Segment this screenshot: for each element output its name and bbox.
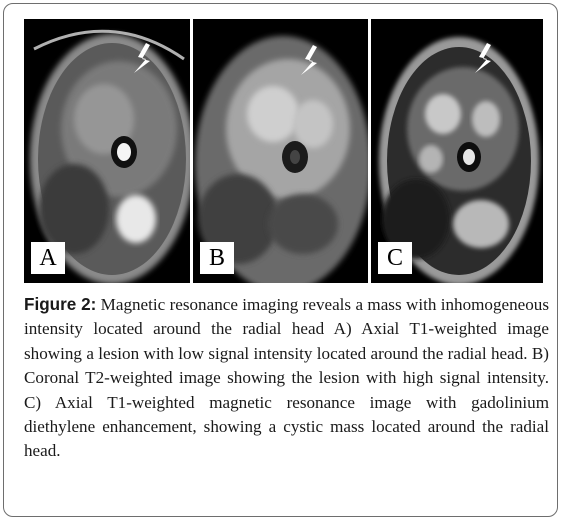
caption-text: Magnetic resonance imaging reveals a mass with inhomogeneous intensity located around the radial head A) Axial T1-weighted image showing a lesion with low signal intensity located around the radial head. B) Coronal T2-weighted image showing the lesion with high signal intensity. C) Axial T1-weighted magnetic resonance image with gadolinium diethylene enhancement, showing a cystic mass located around the radial head.: [24, 295, 549, 461]
figure-caption: [24, 293, 549, 464]
mri-panel-b: [193, 19, 368, 283]
panel-label-b: B: [200, 242, 234, 274]
mri-panel-c: [371, 19, 543, 283]
caption-label: Figure 2:: [24, 295, 97, 314]
mri-panel-a: [24, 19, 190, 283]
panel-label-a: A: [31, 242, 65, 274]
panel-label-c: C: [378, 242, 412, 274]
